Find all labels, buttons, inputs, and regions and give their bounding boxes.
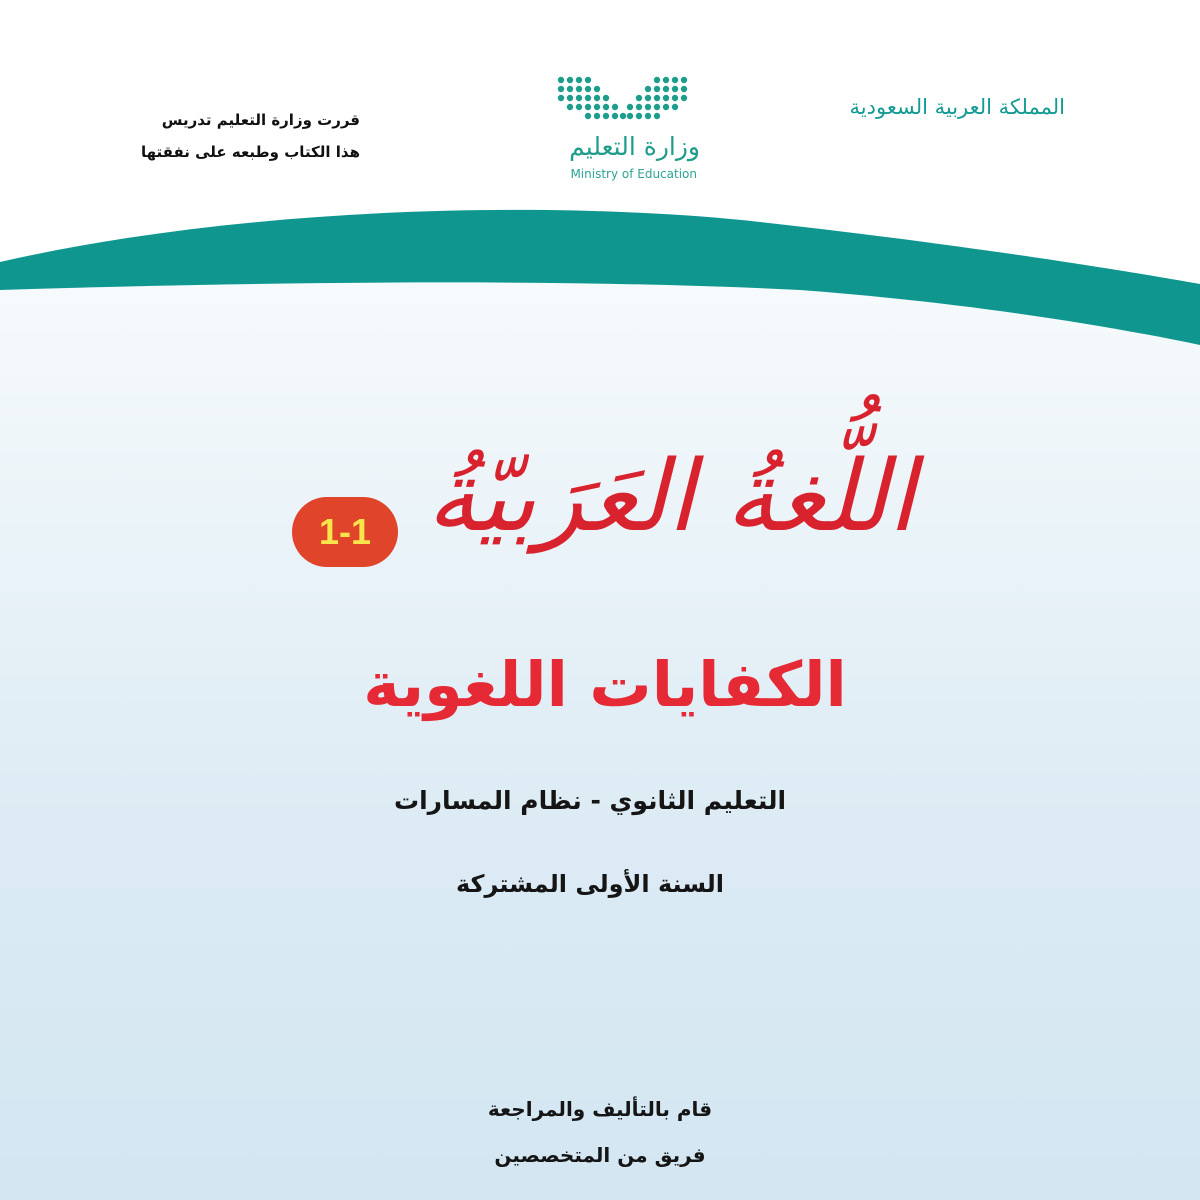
- volume-badge: [292, 497, 398, 567]
- book-subtitle: الكفايات اللغوية: [363, 648, 847, 721]
- notice-line-1: قررت وزارة التعليم تدريس: [161, 111, 360, 129]
- school-year: السنة الأولى المشتركة: [455, 870, 725, 898]
- notice-line-2: هذا الكتاب وطبعه على نفقتها: [141, 143, 360, 161]
- kingdom-name: المملكة العربية السعودية: [849, 95, 1065, 119]
- ministry-notice: [110, 104, 360, 168]
- book-title: اللُّغةُ العَرَبيّةُ: [426, 440, 915, 554]
- credit-line-2: فريق من المتخصصين: [494, 1143, 706, 1167]
- ministry-name-arabic: وزارة التعليم: [569, 132, 700, 161]
- education-track: التعليم الثانوي - نظام المسارات: [393, 786, 787, 815]
- pale-blue-panel: [0, 282, 1200, 1200]
- volume-badge-label: 1-1: [318, 511, 372, 552]
- ministry-name-english: Ministry of Education: [570, 167, 697, 181]
- credit-line-1: قام بالتأليف والمراجعة: [487, 1097, 713, 1121]
